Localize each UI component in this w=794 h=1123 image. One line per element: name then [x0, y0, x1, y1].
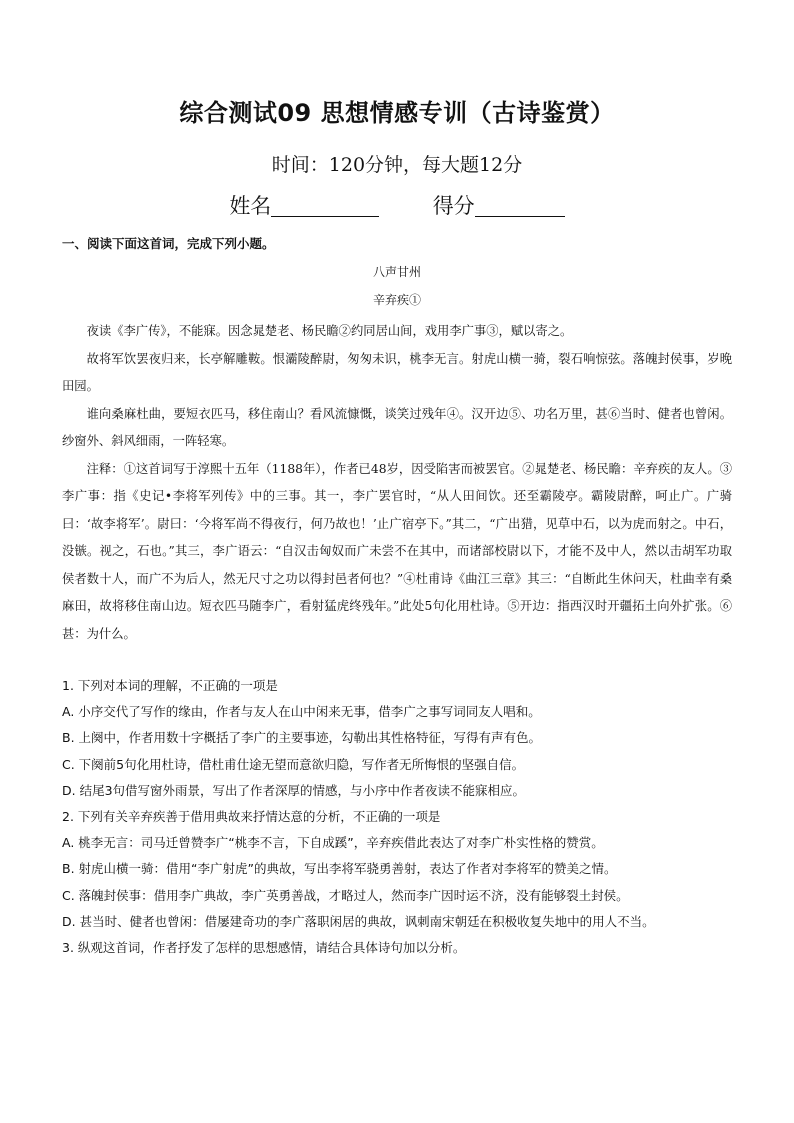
question-2-option-d: D. 甚当时、健者也曾闲：借屡建奇功的李广落职闲居的典故，讽刺南宋朝廷在积极收复失地中的用人不当。 [62, 913, 655, 929]
poem-lower-stanza: 谁向桑麻杜曲，要短衣匹马，移住南山？看风流慷慨，谈笑过残年④。汉开边⑤、功名万里，甚⑥当时、健者也曾闲。纱窗外、斜风细雨，一阵轻寒。 [62, 406, 732, 448]
poem-preface: 夜读《李广传》，不能寐。因念晁楚老、杨民瞻②约同居山间，戏用李广事③，赋以寄之。 [86, 324, 573, 338]
question-2-option-c: C. 落魄封侯事：借用李广典故，李广英勇善战，才略过人，然而李广因时运不济，没有能够裂土封侯。 [62, 887, 629, 903]
question-2: 2. 下列有关辛弃疾善于借用典故来抒情达意的分析，不正确的一项是 [62, 809, 441, 825]
poem-title: 八声甘州 [372, 265, 421, 279]
name-label: 姓名 [229, 194, 272, 218]
question-list [62, 673, 732, 961]
exam-time-info: 时间：120分钟，每大题12分 [271, 154, 523, 176]
name-score-row [0, 190, 794, 220]
page-title: 综合测试09 思想情感专训（古诗鉴赏） [179, 99, 615, 127]
poem-author: 辛弃疾① [372, 293, 421, 307]
question-3: 3. 纵观这首词，作者抒发了怎样的思想感情，请结合具体诗句加以分析。 [62, 940, 466, 956]
question-1-option-b: B. 上阕中，作者用数十字概括了李广的主要事迹，勾勒出其性格特征，写得有声有色。 [62, 730, 542, 746]
section-heading: 一、阅读下面这首词，完成下列小题。 [62, 236, 275, 251]
question-1-option-a: A. 小序交代了写作的缘由，作者与友人在山中闲来无事，借李广之事写词同友人唱和。 [62, 704, 541, 720]
name-blank [271, 194, 379, 217]
question-1-option-d: D. 结尾3句借写窗外雨景，写出了作者深厚的情感，与小序中作者夜读不能寐相应。 [62, 782, 526, 798]
poem-notes: 注释：①这首词写于淳熙十五年（1188年），作者已48岁，因受陷害而被罢官。②晁楚老、杨民瞻：辛弃疾的友人。③李广事：指《史记•李将军列传》中的三事。其一，李广罢官时，“从人田间饮。还至霸陵亭。霸陵尉醉，呵止广。广骑曰：‘故李将军’。尉曰：‘今将军尚不得夜行，何乃故也！’止广宿亭下。”其二，“广出猎，见草中石，以为虎而射之。中石，没镞。视之，石也。”其三，李广语云：“自汉击匈奴而广未尝不在其中，而诸部校尉以下，才能不及中人，然以击胡军功取侯者数十人，而广不为后人，然无尺寸之功以得封邑者何也？”④杜甫诗《曲江三章》其三：“自断此生休问天，杜曲幸有桑麻田，故将移住南山边。短衣匹马随李广，看射猛虎终残年。”此处5句化用杜诗。⑤开边：指西汉时开疆拓土向外扩张。⑥甚：为什么。 [62, 461, 732, 641]
question-1: 1. 下列对本词的理解，不正确的一项是 [62, 678, 278, 693]
poem-body [62, 318, 732, 648]
poem-upper-stanza: 故将军饮罢夜归来，长亭解雕鞍。恨灞陵醉尉，匆匆未识，桃李无言。射虎山横一骑，裂石响惊弦。落魄封侯事，岁晚田园。 [62, 351, 732, 393]
question-2-option-b: B. 射虎山横一骑：借用“李广射虎”的典故，写出李将军骁勇善射，表达了作者对李将军的赞美之情。 [62, 861, 617, 877]
score-label: 得分 [432, 194, 475, 218]
question-1-option-c: C. 下阕前5句化用杜诗，借杜甫仕途无望而意欲归隐，写作者无所悔恨的坚强自信。 [62, 756, 525, 772]
score-blank [475, 194, 565, 217]
question-2-option-a: A. 桃李无言：司马迁曾赞李广“桃李不言，下自成蹊”，辛弃疾借此表达了对李广朴实性格的赞赏。 [62, 835, 604, 851]
